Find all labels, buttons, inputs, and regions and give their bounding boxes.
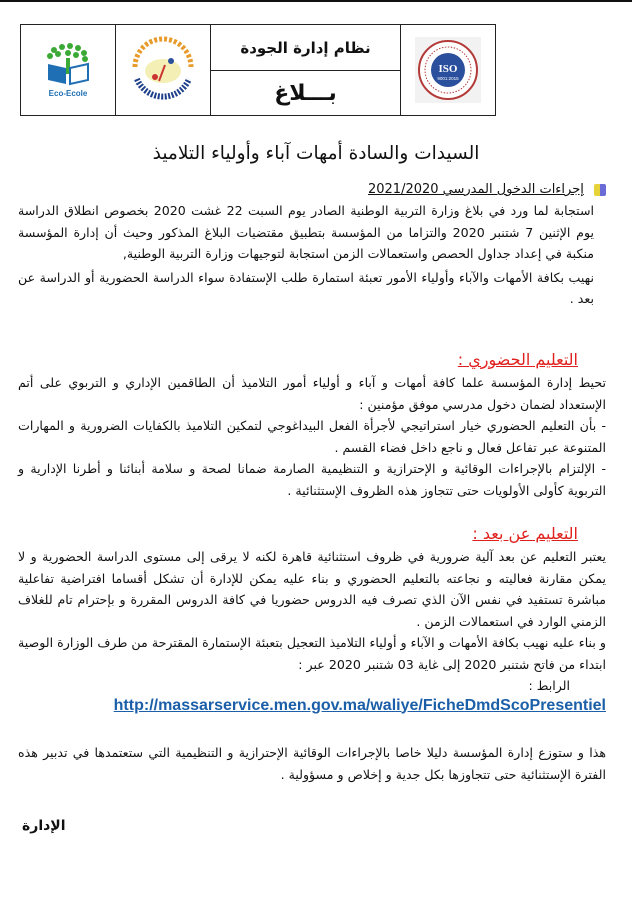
presential-bullet-1: - بأن التعليم الحضوري خيار استراتيجي لأجرأة الفعل البيداغوجي لتمكين التلاميذ بالكفايات الضرورية و المهارات المتنوعة عبر تفاعل فعال و ناجع داخل فضاء القسم . bbox=[18, 418, 606, 455]
remote-paragraph-2: و بناء عليه نهيب بكافة الأمهات و الآباء و أولياء التلاميذ التعجيل بتعبئة الإستمارة المقترحة من طرف الوزارة الوصية ابتداء من فاتح شتنبر 2020 إلى غاية 03 شتنبر 2020 عبر : bbox=[18, 635, 606, 672]
remote-heading: التعليم عن بعد : bbox=[472, 524, 578, 543]
closing-section bbox=[18, 742, 606, 785]
top-border bbox=[0, 0, 632, 2]
link-label: الرابط : bbox=[528, 678, 570, 693]
presential-paragraph: تحيط إدارة المؤسسة علما كافة أمهات و آباء و أولياء أمور التلاميذ أن الطاقمين الإداري و التربوي على أتم الإستعداد لضمان دخول مدرسي موفق مؤمنين : bbox=[18, 375, 606, 412]
intro-paragraph-2: نهيب بكافة الأمهات والآباء وأولياء الأمور تعبئة استمارة طلب الإستفادة سواء الدراسة الحضورية أو الدراسة عن بعد . bbox=[18, 269, 594, 306]
iso-certification-logo bbox=[401, 25, 495, 115]
eco-ecole-logo bbox=[21, 25, 116, 115]
svg-text:Eco-Ecole: Eco-Ecole bbox=[48, 89, 88, 98]
signature-administration: الإدارة bbox=[22, 818, 66, 834]
remote-section bbox=[18, 522, 606, 715]
presential-section bbox=[18, 348, 606, 501]
presential-heading: التعليم الحضوري : bbox=[457, 350, 578, 369]
bullet-arrow-icon bbox=[594, 184, 606, 196]
svg-text:9001:2015: 9001:2015 bbox=[437, 76, 459, 81]
remote-paragraph-1: يعتبر التعليم عن بعد آلية ضرورية في ظروف استثنائية قاهرة لكنه لا يرقى إلى مستوى الدراسة الحضورية و لا يمكن مقارنة فعاليته و نجاعته بالتعليم الحضوري و بناء عليه يمكن للإدارة أن تشكل أقساما افتراضية تفاعلية مباشرة تستفيد في نفس الآن الذي تصرف فيه الدروس حضوريا في كافة الدروس المقررة و بإحترام تام للغلاف الزمني الوارد في استعمالات الزمن . bbox=[18, 549, 606, 629]
intro-paragraph-1: استجابة لما ورد في بلاغ وزارة التربية الوطنية الصادر يوم السبت 22 غشت 2020 بخصوص انطلاق الدراسة يوم الإثنين 7 شتنبر 2020 والتزاما من المؤسسة بتطبيق مقتضيات البلاغ المذكور وحيث أن إدارة المؤسسة منكبة في إعداد جداول الحصص واستعمالات الزمن استجابة لتوجيهات وزارة التربية الوطنية, bbox=[18, 203, 595, 261]
intro-heading: إجراءات الدخول المدرسي 2021/2020 bbox=[367, 182, 584, 197]
massar-school-logo bbox=[116, 25, 211, 115]
notice-label: بـــلاغ bbox=[274, 80, 337, 106]
iso-badge-icon bbox=[415, 37, 481, 103]
quality-system-title: نظام إدارة الجودة bbox=[211, 25, 400, 71]
presential-bullet-2: - الإلتزام بالإجراءات الوقائية و الإحترازية و التنظيمية الصارمة ضمانا لصحة و سلامة أبنائنا و أطرنا الإدارية و التربوية كأولى الأولويات حتى تتجاوز هذه الظروف الإستثنائية . bbox=[18, 461, 606, 498]
svg-text:ISO: ISO bbox=[438, 63, 458, 75]
closing-paragraph: هذا و ستوزع إدارة المؤسسة دليلا خاصا بالإجراءات الوقائية الإحترازية و التنظيمية التي ستعتمدها في تدبير هذه الفترة الإستثنائية حتى تتجاوزها بكل جدية و إخلاص و مسؤولية . bbox=[18, 745, 606, 782]
intro-section bbox=[18, 180, 606, 310]
massar-form-link[interactable]: http://massarservice.men.gov.ma/waliye/FicheDmdScoPresentiel bbox=[113, 696, 606, 714]
document-header bbox=[20, 24, 496, 116]
eco-ecole-icon bbox=[38, 40, 98, 100]
header-title-cell bbox=[211, 25, 401, 115]
intro-heading-row bbox=[18, 180, 606, 200]
massar-logo-icon bbox=[127, 35, 199, 105]
greeting-title: السيدات والسادة أمهات آباء وأولياء التلاميذ bbox=[152, 143, 480, 164]
